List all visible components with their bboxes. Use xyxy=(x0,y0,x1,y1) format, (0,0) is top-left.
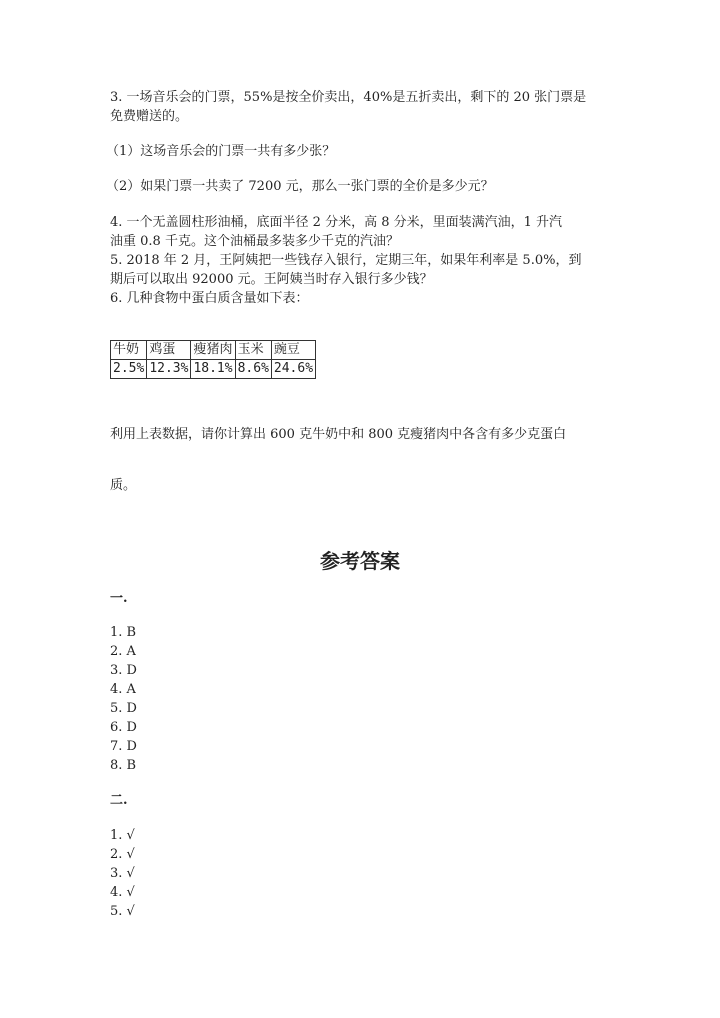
answer-item: 2. A xyxy=(110,644,136,659)
answers-section-2-heading: 二. xyxy=(110,793,128,808)
table-header-cell: 豌豆 xyxy=(271,341,315,360)
answer-item: 6. D xyxy=(110,720,137,735)
answer-item: 4. A xyxy=(110,682,136,697)
answer-item: 5. √ xyxy=(110,904,135,919)
answer-item: 3. D xyxy=(110,663,137,678)
question-4-text: 4. 一个无盖圆柱形油桶，底面半径 2 分米，高 8 分米，里面装满汽油，1 升汽 xyxy=(110,215,563,230)
question-3-text-cont: 免费赠送的。 xyxy=(110,109,189,124)
table-header-cell: 玉米 xyxy=(235,341,271,360)
table-header-cell: 鸡蛋 xyxy=(147,341,191,360)
answer-item: 3. √ xyxy=(110,866,135,881)
question-4-text-cont: 油重 0.8 千克。这个油桶最多装多少千克的汽油？ xyxy=(110,234,399,249)
table-header-cell: 瘦猪肉 xyxy=(191,341,235,360)
table-row xyxy=(111,360,316,379)
answer-item: 1. B xyxy=(110,625,137,640)
answers-section-1-heading: 一. xyxy=(110,591,128,606)
answer-item: 7. D xyxy=(110,739,137,754)
protein-table xyxy=(110,340,316,379)
answer-item: 8. B xyxy=(110,758,137,773)
table-cell: 18.1% xyxy=(191,360,235,379)
question-5-text-cont: 期后可以取出 92000 元。王阿姨当时存入银行多少钱？ xyxy=(110,272,433,287)
table-header-row xyxy=(111,341,316,360)
question-3-part-1: （1）这场音乐会的门票一共有多少张？ xyxy=(106,144,336,159)
question-6-text: 6. 几种食物中蛋白质含量如下表： xyxy=(110,291,309,306)
question-3-part-2: （2）如果门票一共卖了 7200 元，那么一张门票的全价是多少元？ xyxy=(106,179,494,194)
question-3-text: 3. 一场音乐会的门票，55%是按全价卖出，40%是五折卖出，剩下的 20 张门票是 xyxy=(110,90,587,105)
question-6-task-cont: 质。 xyxy=(110,478,137,493)
table-cell: 24.6% xyxy=(271,360,315,379)
answer-item: 5. D xyxy=(110,701,137,716)
table-header-cell: 牛奶 xyxy=(111,341,147,360)
question-6-task: 利用上表数据，请你计算出 600 克牛奶中和 800 克瘦猪肉中各含有多少克蛋白 xyxy=(110,427,567,442)
table-cell: 2.5% xyxy=(111,360,147,379)
answer-item: 4. √ xyxy=(110,885,135,900)
question-5-text: 5. 2018 年 2 月，王阿姨把一些钱存入银行，定期三年，如果年利率是 5.0%，到 xyxy=(110,253,582,268)
answer-item: 1. √ xyxy=(110,828,135,843)
table-cell: 12.3% xyxy=(147,360,191,379)
answers-title: 参考答案 xyxy=(320,549,400,573)
answer-item: 2. √ xyxy=(110,847,135,862)
table-cell: 8.6% xyxy=(235,360,271,379)
